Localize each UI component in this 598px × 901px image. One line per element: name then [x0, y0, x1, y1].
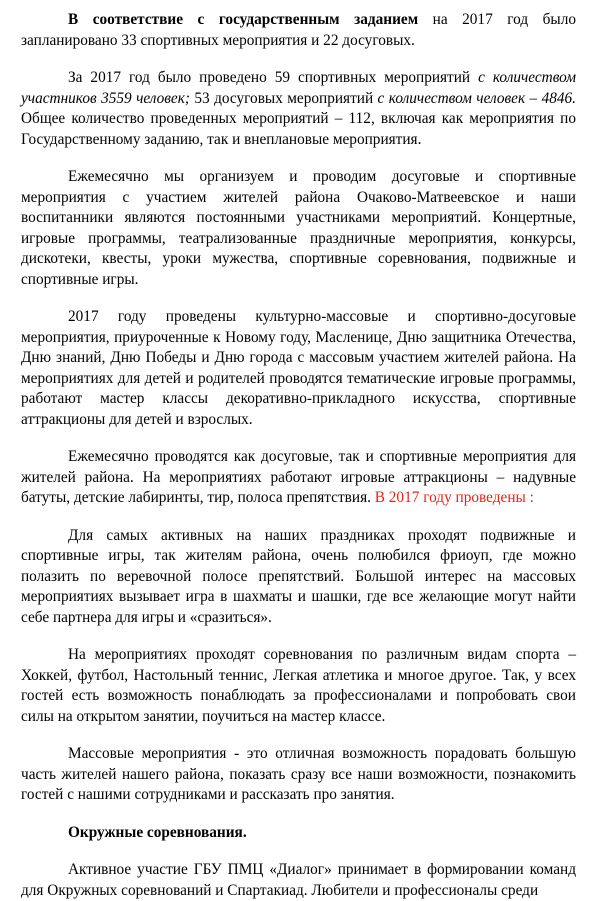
italic-text: с количеством человек – 4846. [377, 89, 576, 107]
paragraph-text: Ежемесячно проводятся как досуговые, так и спортивные мероприятия для жителей района. На мероприятиях работают игровые аттракционы – надувные батуты, детские лабиринты, тир, полоса препятствия. [21, 448, 576, 506]
paragraph-events-count [21, 68, 576, 150]
paragraph-sports-competitions: На мероприятиях проходят соревнования по различным видам спорта – Хоккей, футбол, Настольный теннис, Легкая атлетика и многое другое. Так, у всех гостей есть возможность понаблюдать за профессионалами и попробовать свои силы на открытом занятии, поучиться на мастер классе. [21, 646, 576, 725]
paragraph-district-competitions: Активное участие ГБУ ПМЦ «Диалог» принимает в формировании команд для Окружных соревнований и Спартакиад. Любители и профессионалы среди [21, 861, 576, 899]
paragraph-text: на 2017 год было запланировано 33 спортивных мероприятия и 22 досуговых. [21, 11, 576, 49]
paragraph-mass-events: Массовые мероприятия - это отличная возможность порадовать большую часть жителей нашего района, показать сразу все наши возможности, познакомить гостей с нашими сотрудниками и рассказать про занятия. [21, 745, 576, 803]
paragraph-holidays: 2017 году проведены культурно-массовые и спортивно-досуговые мероприятия, приуроченные к Новому году, Масленице, Дню защитника Отечества, Дню знаний, Дню Победы и Дню города с массовым участием жителей района. На мероприятиях для детей и родителей проводятся тематические игровые программы, работают мастер классы декоративно-прикладного искусства, спортивные аттракционы для детей и взрослых. [21, 308, 576, 428]
red-highlight-text: В 2017 году проведены : [374, 489, 534, 506]
paragraph-state-assignment [21, 10, 576, 51]
paragraph-attractions [21, 447, 576, 509]
paragraph-active-games: Для самых активных на наших праздниках проходят подвижные и спортивные игры, так жителям района, очень полюбился фриоуп, где можно полазить по веревочной полосе препятствий. Большой интерес на массовых мероприятиях вызывает игра в шахматы и шашки, где все желающие могут найти себе партнера для игры и «сразиться». [21, 526, 576, 626]
paragraph-text: Общее количество проведенных мероприятий – 112, включая как мероприятия по Государственному заданию, так и внеплановые мероприятия. [21, 110, 576, 148]
paragraph-text: За 2017 год было проведено 59 спортивных мероприятий [68, 69, 479, 86]
italic-text: с количеством участников 3559 человек; [21, 69, 576, 107]
bold-lead-text: В соответствие с государственным заданием [68, 11, 419, 28]
heading-text: Окружные соревнования. [68, 823, 247, 841]
paragraph-monthly-events: Ежемесячно мы организуем и проводим досуговые и спортивные мероприятия с участием жителей района Очаково-Матвеевское и наши воспитанники являются постоянными участниками мероприятий. Концертные, игровые программы, театрализованные праздничные мероприятия, конкурсы, дискотеки, квесты, уроки мужества, спортивные соревнования, подвижные и спортивные игры. [21, 168, 576, 288]
section-heading [21, 823, 576, 844]
paragraph-text: 53 досуговых мероприятий [189, 89, 378, 107]
